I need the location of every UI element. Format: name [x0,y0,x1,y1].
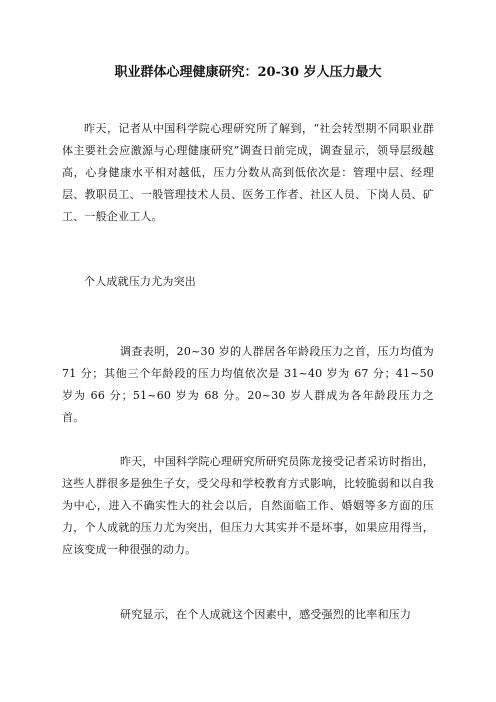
paragraph-research: 研究显示，在个人成就这个因素中，感受强烈的比率和压力 [120,608,412,621]
page-title: 职业群体心理健康研究：20-30 岁人压力最大 [114,65,382,80]
paragraph-intro: 昨天，记者从中国科学院心理研究所了解到，“社会转型期不同职业群体主要社会应激源与心理健康研究”调查日前完成，调查显示，领导层级越高，心身健康水平相对越低，压力分数从高到低依次是：管理中层、经理层、教职员工、一般管理技术人员、医务工作者、社区人员、下岗人员、矿工、一般企业工人。 [62,122,434,223]
section-heading: 个人成就压力尤为突出 [84,275,196,288]
paragraph-survey: 调查表明，20~30 岁的人群居各年龄段压力之首，压力均值为 71 分；其他三个年龄段的压力均值依次是 31~40 岁为 67 分；41~50 岁为 66 分；51~60 岁为 68 分。20~30 岁人群成为各年龄段压力之首。 [62,345,434,424]
paragraph-interview: 昨天，中国科学院心理研究所研究员陈龙接受记者采访时指出，这些人群很多是独生子女，受父母和学校教育方式影响，比较脆弱和以自我为中心，进入不确实性大的社会以后，自然面临工作、婚姻等多方面的压力，个人成就的压力尤为突出，但压力大其实并不是坏事，如果应用得当，应该变成一种很强的动力。 [62,455,434,556]
